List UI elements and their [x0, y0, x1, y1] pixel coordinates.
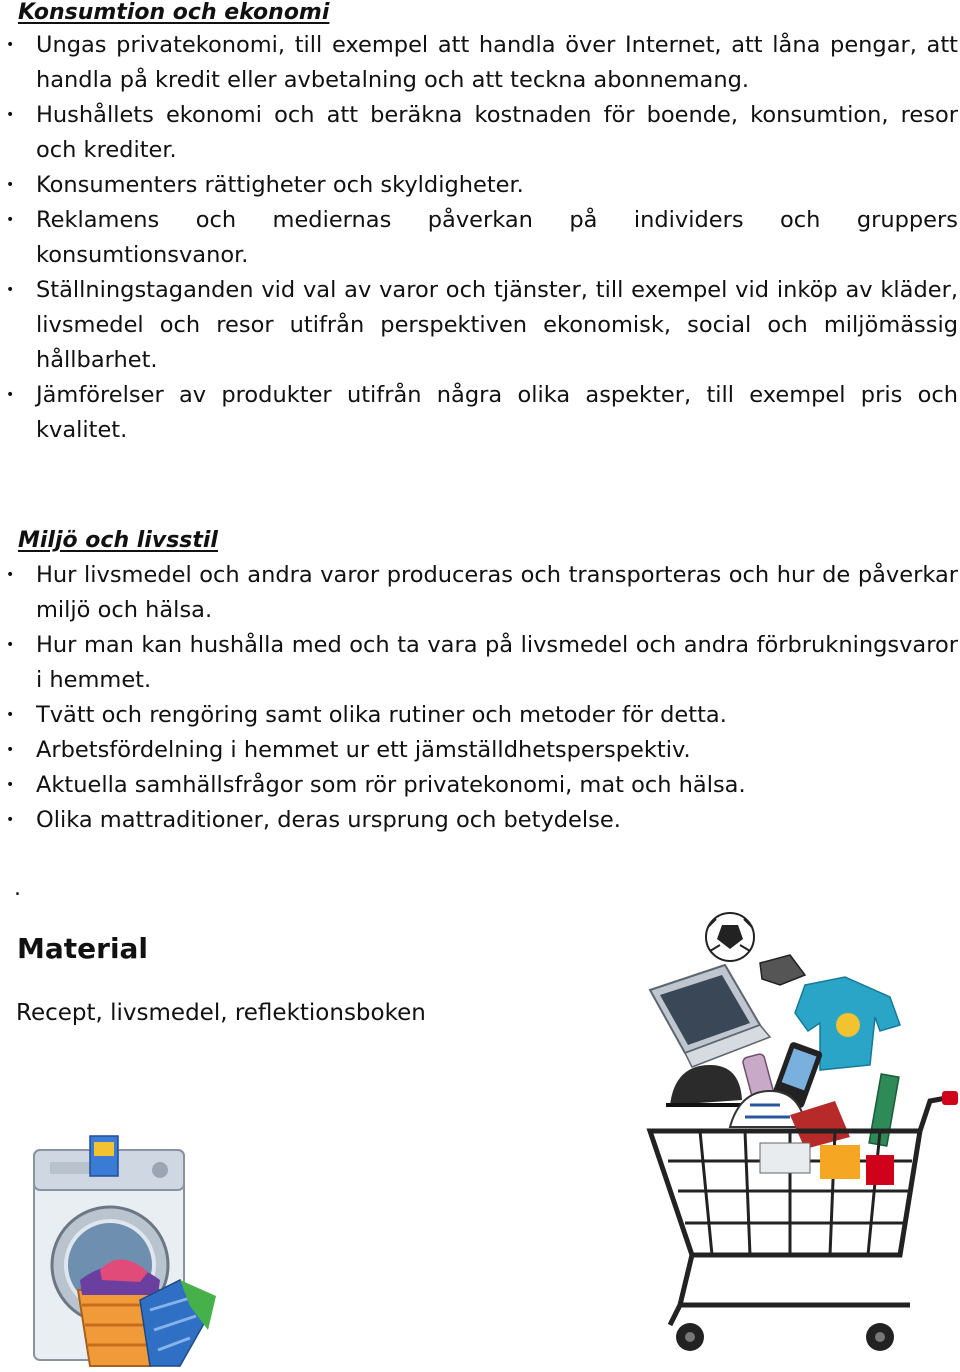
- list-item: • Reklamens och mediernas påverkan på individers och gruppers konsumtionsvanor.: [0, 203, 960, 273]
- list-item: • Ställningstaganden vid val av varor och tjänster, till exempel vid inköp av kläder, livsmedel och resor utifrån perspektiven ekonomisk, social och miljömässig hållbarhet.: [0, 273, 960, 378]
- material-title: Material: [17, 932, 149, 965]
- miljo-list: [0, 558, 960, 838]
- list-item: • Ungas privatekonomi, till exempel att handla över Internet, att låna pengar, att handla på kredit eller avbetalning och att teckna abonnemang.: [0, 28, 960, 98]
- list-item: • Aktuella samhällsfrågor som rör privatekonomi, mat och hälsa.: [0, 768, 960, 803]
- list-item: • Hushållets ekonomi och att beräkna kostnaden för boende, konsumtion, resor och krediter.: [0, 98, 960, 168]
- list-item: • Arbetsfördelning i hemmet ur ett jämställdhetsperspektiv.: [0, 733, 960, 768]
- separator-dot: .: [14, 876, 21, 901]
- list-item: • Jämförelser av produkter utifrån några olika aspekter, till exempel pris och kvalitet.: [0, 378, 960, 448]
- konsumtion-list: [0, 28, 960, 448]
- section-title-miljo: Miljö och livsstil: [18, 528, 218, 553]
- washing-machine-illustration: [30, 1130, 220, 1368]
- material-text: Recept, livsmedel, reflektionsboken: [16, 1000, 426, 1026]
- list-item: • Tvätt och rengöring samt olika rutiner och metoder för detta.: [0, 698, 960, 733]
- list-item: • Olika mattraditioner, deras ursprung och betydelse.: [0, 803, 960, 838]
- list-item: • Konsumenters rättigheter och skyldigheter.: [0, 168, 960, 203]
- list-item: • Hur man kan hushålla med och ta vara på livsmedel och andra förbrukningsvaror i hemmet.: [0, 628, 960, 698]
- shopping-cart-illustration: [630, 905, 960, 1367]
- section-title-konsumtion: Konsumtion och ekonomi: [18, 0, 330, 25]
- list-item: • Hur livsmedel och andra varor produceras och transporteras och hur de påverkar miljö och hälsa.: [0, 558, 960, 628]
